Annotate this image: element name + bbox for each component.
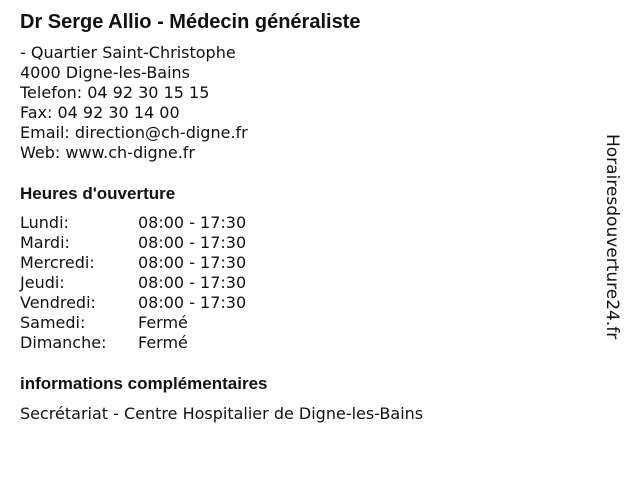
day-label: Dimanche:	[20, 333, 107, 352]
opening-hours-heading: Heures d'ouverture	[20, 184, 176, 203]
day-hours: Fermé	[138, 313, 188, 332]
address-line-1: - Quartier Saint-Christophe	[20, 43, 236, 62]
day-label: Samedi:	[20, 313, 86, 332]
hours-row	[20, 293, 246, 313]
hours-row	[20, 313, 246, 333]
additional-info-heading: informations complémentaires	[20, 374, 268, 393]
day-label: Lundi:	[20, 213, 69, 232]
day-label: Mercredi:	[20, 253, 95, 272]
opening-hours-table	[20, 213, 246, 353]
day-hours: 08:00 - 17:30	[138, 233, 247, 252]
hours-row	[20, 213, 246, 233]
hours-row	[20, 253, 246, 273]
day-label: Mardi:	[20, 233, 70, 252]
day-hours: 08:00 - 17:30	[138, 253, 247, 272]
hours-row	[20, 333, 246, 353]
website: Web: www.ch-digne.fr	[20, 143, 195, 162]
day-hours: 08:00 - 17:30	[138, 213, 247, 232]
day-hours: 08:00 - 17:30	[138, 273, 247, 292]
contact-block	[20, 43, 248, 163]
day-hours: 08:00 - 17:30	[138, 293, 247, 312]
day-label: Vendredi:	[20, 293, 96, 312]
day-hours: Fermé	[138, 333, 188, 352]
address-line-2: 4000 Digne-les-Bains	[20, 63, 191, 82]
hours-row	[20, 233, 246, 253]
page-title: Dr Serge Allio - Médecin généraliste	[20, 11, 361, 33]
hours-row	[20, 273, 246, 293]
additional-info-text: Secrétariat - Centre Hospitalier de Digne-les-Bains	[20, 404, 424, 423]
phone-number: Telefon: 04 92 30 15 15	[20, 83, 210, 102]
fax-number: Fax: 04 92 30 14 00	[20, 103, 180, 122]
email-address: Email: direction@ch-digne.fr	[20, 123, 248, 142]
site-watermark: Horairesdouverture24.fr	[602, 134, 622, 340]
day-label: Jeudi:	[20, 273, 65, 292]
